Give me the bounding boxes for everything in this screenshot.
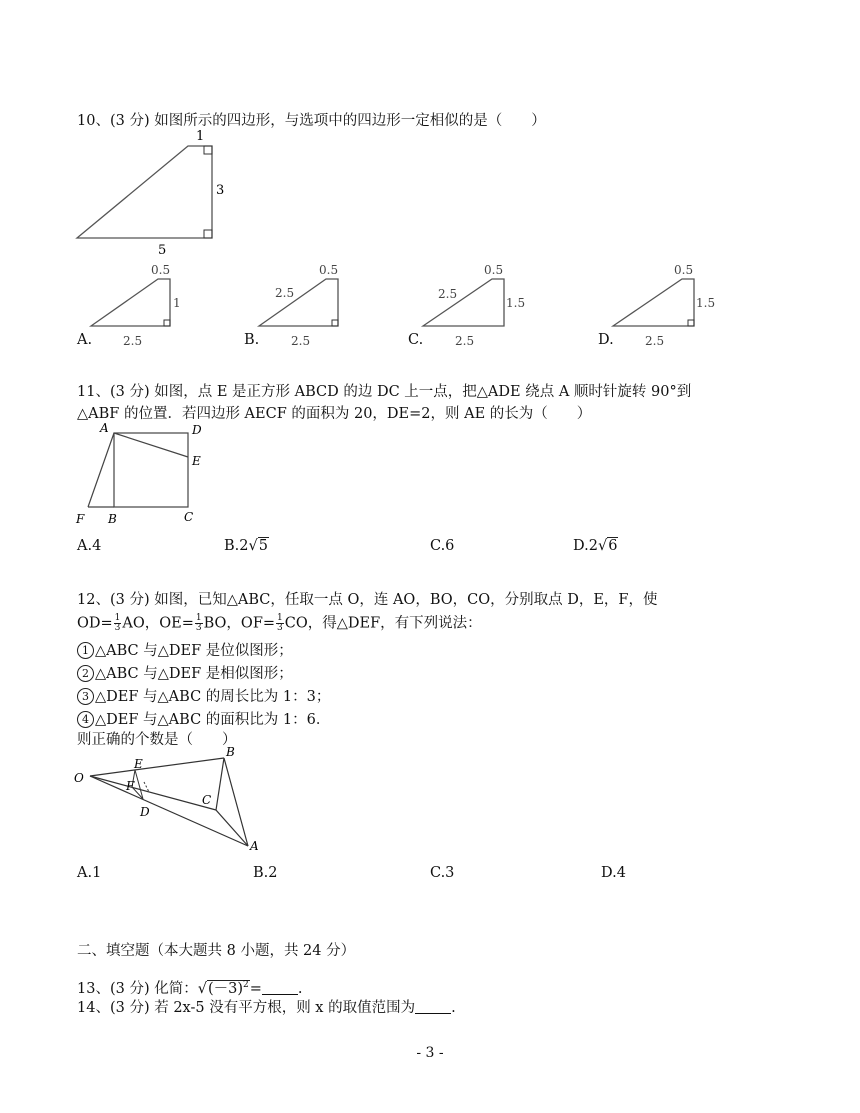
sqrt-icon: $√(-3)^2$ (197, 980, 249, 997)
q10-c-top: 0.5 (484, 263, 504, 277)
q10-option-b-figure (256, 258, 366, 348)
section-2-title: 二、填空题（本大题共 8 小题，共 24 分） (77, 943, 356, 959)
q12-option-d[interactable]: D.4 (601, 865, 626, 881)
answer-blank[interactable] (415, 1001, 451, 1014)
sqrt-icon: √5 (248, 538, 268, 554)
q10-main-right-label: 3 (216, 183, 225, 198)
q10-a-bottom: 2.5 (123, 334, 143, 348)
q11-label-b: B (108, 512, 117, 526)
q10-option-a-figure (88, 258, 198, 348)
q12-option-c[interactable]: C.3 (430, 865, 455, 881)
q10-main-figure (70, 128, 230, 258)
q10-stem: 10、(3 分) 如图所示的四边形，与选项中的四边形一定相似的是（ ） (77, 113, 546, 129)
q12-option-a[interactable]: A.1 (77, 865, 102, 881)
q11-label-d: D (192, 423, 202, 437)
q12-label-e: E (134, 757, 143, 771)
circled-number-2: 2 (77, 665, 94, 682)
q11-option-b-prefix: B.2 (224, 538, 249, 554)
q11-stem-line2: △ABF 的位置．若四边形 AECF 的面积为 20，DE=2，则 AE 的长为（ ） (77, 406, 592, 422)
q12-statement-1: 1 △ABC 与△DEF 是位似图形； (77, 642, 293, 660)
q10-a-top: 0.5 (151, 263, 171, 277)
q14-line: 14、(3 分) 若 2x-5 没有平方根，则 x 的取值范围为 . (77, 1000, 456, 1016)
q12-stem-line2: OD= $\frac{1}{3}$ AO，OE= $\frac{1}{3}$ BO，OF= $\frac{1}{3}$ CO，得△DEF，有下列说法： (77, 613, 482, 633)
q11-option-c[interactable]: C.6 (430, 538, 455, 554)
q11-option-b[interactable] (224, 538, 269, 554)
q12-label-o: O (74, 771, 84, 785)
q10-main-top-label: 1 (196, 129, 205, 144)
fraction-one-third: $\frac{1}{3}$ (114, 613, 121, 633)
page-number: - 3 - (416, 1045, 444, 1061)
q12-figure (70, 742, 270, 857)
fraction-one-third: $\frac{1}{3}$ (195, 613, 202, 633)
q11-label-a: A (100, 421, 109, 435)
q10-option-c-label[interactable]: C. (408, 332, 424, 348)
q10-c-right: 1.5 (506, 296, 526, 310)
q12-label-b: B (226, 745, 235, 759)
q11-stem-line1: 11、(3 分) 如图，点 E 是正方形 ABCD 的边 DC 上一点，把△ADE 绕点 A 顺时针旋转 90°到 (77, 384, 692, 400)
q11-option-d-prefix: D.2 (573, 538, 598, 554)
q12-label-d: D (140, 805, 150, 819)
q13-line: 13、(3 分) 化简：$√(-3)^2=$ . (77, 976, 303, 998)
q12-label-f: F (126, 779, 135, 793)
q11-option-d[interactable] (573, 538, 618, 554)
q12-stem-line1: 12、(3 分) 如图，已知△ABC，任取一点 O，连 AO，BO，CO，分别取点 D，E，F，使 (77, 592, 658, 608)
fraction-one-third: $\frac{1}{3}$ (277, 613, 283, 633)
q10-d-bottom: 2.5 (645, 334, 665, 348)
q11-label-e: E (192, 454, 201, 468)
answer-blank[interactable] (262, 982, 298, 995)
q12-statement-3: 3 △DEF 与△ABC 的周长比为 1：3； (77, 688, 330, 706)
q12-label-a: A (250, 839, 259, 853)
q11-option-a[interactable]: A.4 (77, 538, 102, 554)
q10-b-bottom: 2.5 (291, 334, 311, 348)
q10-c-left: 2.5 (438, 287, 458, 301)
q10-main-bottom-label: 5 (158, 243, 167, 258)
q10-option-d-figure (610, 258, 730, 348)
q10-b-top: 0.5 (319, 263, 339, 277)
q11-figure (70, 420, 210, 530)
q10-b-left: 2.5 (275, 286, 295, 300)
q10-option-c-figure (420, 258, 540, 348)
q10-a-right: 1 (173, 296, 181, 310)
q12-statement-4: 4 △DEF 与△ABC 的面积比为 1：6． (77, 711, 330, 729)
q10-c-bottom: 2.5 (455, 334, 475, 348)
q10-d-right: 1.5 (696, 296, 716, 310)
q10-option-d-label[interactable]: D. (598, 332, 614, 348)
q12-question: 则正确的个数是（ ） (77, 732, 237, 748)
q10-d-top: 0.5 (674, 263, 694, 277)
circled-number-1: 1 (77, 642, 94, 659)
q12-label-c: C (202, 793, 212, 807)
q12-statement-2: 2 △ABC 与△DEF 是相似图形； (77, 665, 293, 683)
circled-number-4: 4 (77, 711, 94, 728)
circled-number-3: 3 (77, 688, 94, 705)
sqrt-icon: √6 (597, 538, 618, 554)
q10-option-b-label[interactable]: B. (244, 332, 260, 348)
q11-label-c: C (184, 510, 194, 524)
q11-label-f: F (76, 512, 85, 526)
q10-option-a-label[interactable]: A. (77, 332, 93, 348)
q12-option-b[interactable]: B.2 (253, 865, 278, 881)
